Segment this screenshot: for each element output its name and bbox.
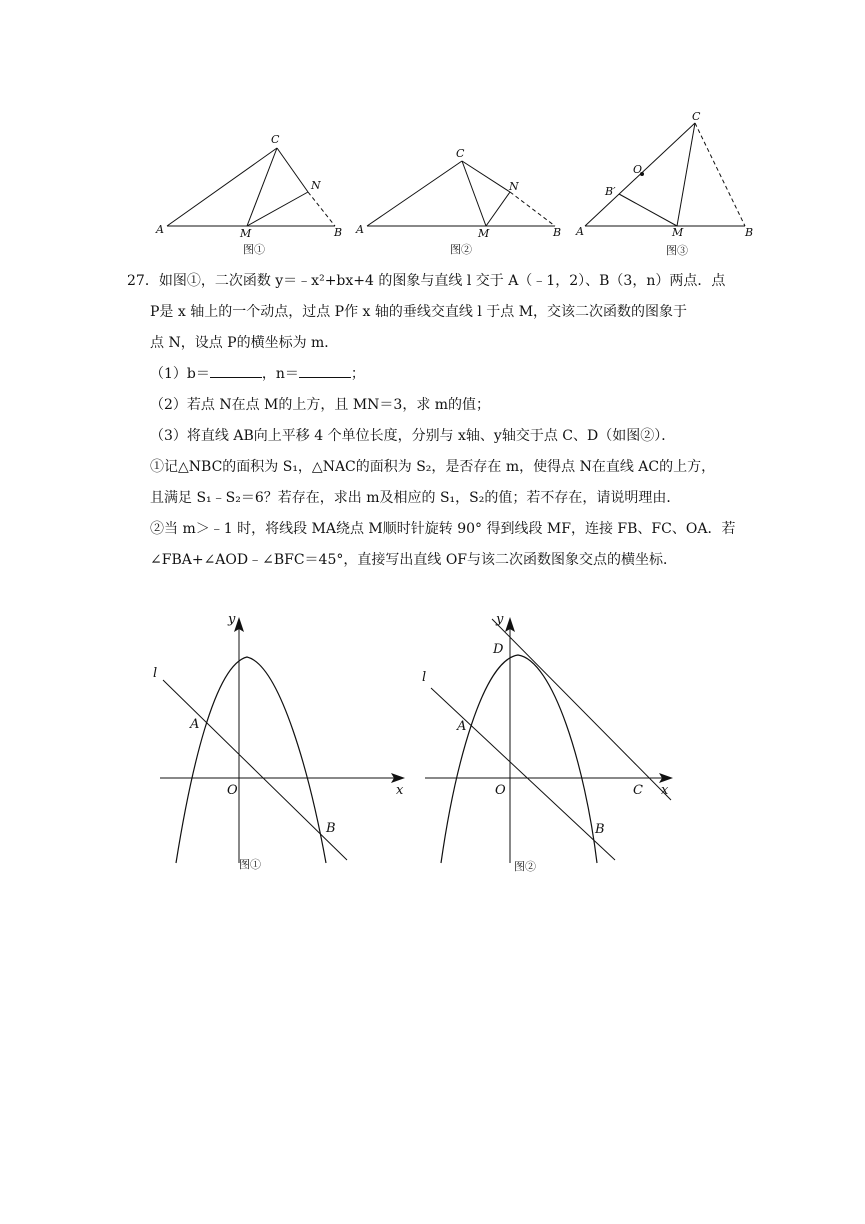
question-1: （1）b＝ ，n＝ ； xyxy=(132,359,752,390)
figure-caption: 图② xyxy=(450,243,472,256)
graph-caption: 图② xyxy=(514,860,536,873)
point-label-b: B xyxy=(334,226,343,239)
point-label-n: N xyxy=(311,179,321,192)
triangle-diagram-2 xyxy=(350,130,565,260)
problem-stem-line-1: 27．如图①，二次函数 y＝﹣x²+bx+4 的图象与直线 l 交于 A（﹣1，2）、B（3，n）两点．点 xyxy=(127,273,726,289)
y-axis-label: y xyxy=(496,612,504,627)
triangle-diagram-1 xyxy=(150,130,350,260)
point-label-m: M xyxy=(672,226,684,239)
origin-label: O xyxy=(227,783,238,798)
top-figure-2 xyxy=(350,130,565,260)
point-label-b: B xyxy=(553,226,562,239)
figure-caption: 图③ xyxy=(666,244,688,257)
question-2: （2）若点 N在点 M的上方，且 MN＝3，求 m的值； xyxy=(150,397,491,413)
point-b-label: B xyxy=(595,822,605,837)
answer-blank-b[interactable] xyxy=(210,362,262,378)
point-label-a: A xyxy=(156,223,164,236)
point-label-b-prime: B′ xyxy=(605,185,616,198)
parabola-graph-2 xyxy=(415,605,680,880)
question-3-1-line-1: ①记△NBC的面积为 S₁，△NAC的面积为 S₂，是否存在 m，使得点 N在直线 AC的上方， xyxy=(150,459,716,475)
point-label-o: O xyxy=(633,163,643,176)
problem-stem-line-2: P是 x 轴上的一个动点，过点 P作 x 轴的垂线交直线 l 于点 M，交该二次函数的图象于 xyxy=(150,304,688,320)
top-figure-3 xyxy=(575,110,765,260)
point-label-c: C xyxy=(692,110,701,123)
answer-blank-n[interactable] xyxy=(299,362,351,378)
origin-label: O xyxy=(495,783,506,798)
point-label-a: A xyxy=(356,223,364,236)
graph-figure-1 xyxy=(150,605,415,880)
point-label-c: C xyxy=(456,147,465,160)
graph-figure-2 xyxy=(415,605,680,880)
point-b-label: B xyxy=(326,821,336,836)
problem-number: 27． xyxy=(127,273,159,289)
x-axis-label: x xyxy=(661,783,669,798)
line-l-label: l xyxy=(422,670,427,685)
problem-stem-line-3: 点 N，设点 P的横坐标为 m． xyxy=(150,335,339,351)
point-label-m: M xyxy=(240,227,252,240)
top-figure-1 xyxy=(150,130,350,260)
question-3-2-line-2: ∠FBA+∠AOD﹣∠BFC＝45°，直接写出直线 OF与该二次函数图象交点的横坐标． xyxy=(150,552,678,568)
point-d-label: D xyxy=(493,642,504,657)
point-label-c: C xyxy=(271,133,280,146)
point-a-label: A xyxy=(457,719,467,734)
point-label-n: N xyxy=(509,180,519,193)
point-label-m: M xyxy=(478,227,490,240)
graph-caption: 图① xyxy=(239,858,261,871)
question-3-1-line-2: 且满足 S₁﹣S₂＝6？若存在，求出 m及相应的 S₁，S₂的值；若不存在，请说明理由． xyxy=(150,490,681,506)
question-3: （3）将直线 AB向上平移 4 个单位长度，分别与 x轴、y轴交于点 C、D（如图②）． xyxy=(150,428,676,444)
line-l-label: l xyxy=(153,666,158,681)
point-c-label: C xyxy=(633,783,643,798)
y-axis-label: y xyxy=(228,612,236,627)
point-label-a: A xyxy=(576,225,584,238)
triangle-diagram-3 xyxy=(575,110,765,260)
problem-text xyxy=(127,266,752,576)
parabola-graph-1 xyxy=(150,605,415,880)
x-axis-label: x xyxy=(396,783,404,798)
point-a-label: A xyxy=(190,717,200,732)
question-3-2-line-1: ②当 m＞﹣1 时，将线段 MA绕点 M顺时针旋转 90° 得到线段 MF，连接 FB、FC、OA．若 xyxy=(150,521,736,537)
point-label-b: B xyxy=(745,226,754,239)
figure-caption: 图① xyxy=(243,243,265,256)
